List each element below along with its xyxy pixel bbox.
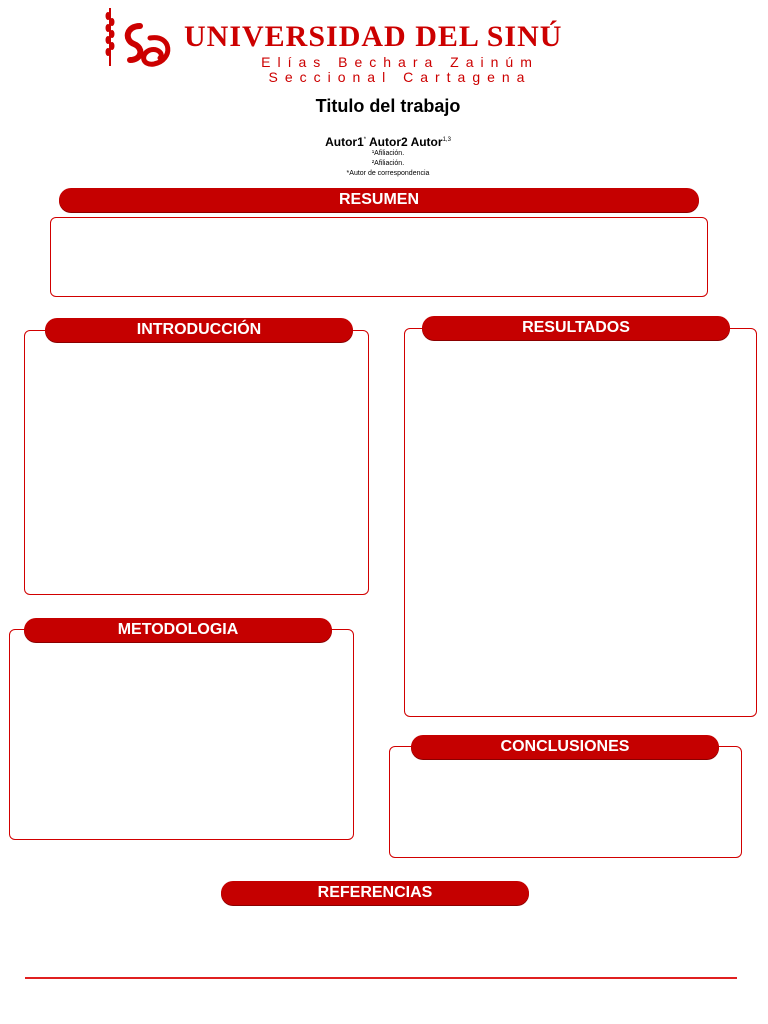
author-3-mark: 1,3 bbox=[442, 137, 451, 143]
university-campus: Seccional Cartagena bbox=[268, 69, 532, 85]
metodologia-box[interactable] bbox=[9, 629, 354, 840]
affiliation-1: ¹Afiliación. bbox=[371, 150, 405, 157]
affiliation-2: ²Afiliación. bbox=[371, 160, 405, 167]
section-header-conclusiones: CONCLUSIONES bbox=[411, 735, 719, 759]
conclusiones-box[interactable] bbox=[389, 746, 742, 858]
section-header-resultados: RESULTADOS bbox=[422, 316, 730, 340]
university-name: UNIVERSIDAD DEL SINÚ bbox=[184, 20, 563, 53]
author-1-mark: * bbox=[363, 137, 367, 143]
university-logo-icon bbox=[120, 20, 178, 68]
section-header-resumen: RESUMEN bbox=[59, 188, 699, 212]
author-3: Autor bbox=[410, 135, 443, 149]
correspondence-note: *Autor de correspondencia bbox=[346, 170, 430, 177]
wheat-icon bbox=[104, 6, 116, 68]
university-subtitle: Elías Bechara Zainúm bbox=[261, 54, 539, 70]
bottom-divider bbox=[25, 977, 737, 979]
section-header-metodologia: METODOLOGIA bbox=[24, 618, 332, 642]
section-header-referencias: REFERENCIAS bbox=[221, 881, 529, 905]
introduccion-box[interactable] bbox=[24, 330, 369, 595]
work-title: Titulo del trabajo bbox=[315, 96, 461, 116]
author-1: Autor1 bbox=[325, 135, 364, 149]
author-2: Autor2 bbox=[369, 135, 408, 149]
resumen-box[interactable] bbox=[50, 217, 708, 297]
authors-line bbox=[0, 133, 768, 149]
section-header-introduccion: INTRODUCCIÓN bbox=[45, 318, 353, 342]
resultados-box[interactable] bbox=[404, 328, 757, 717]
